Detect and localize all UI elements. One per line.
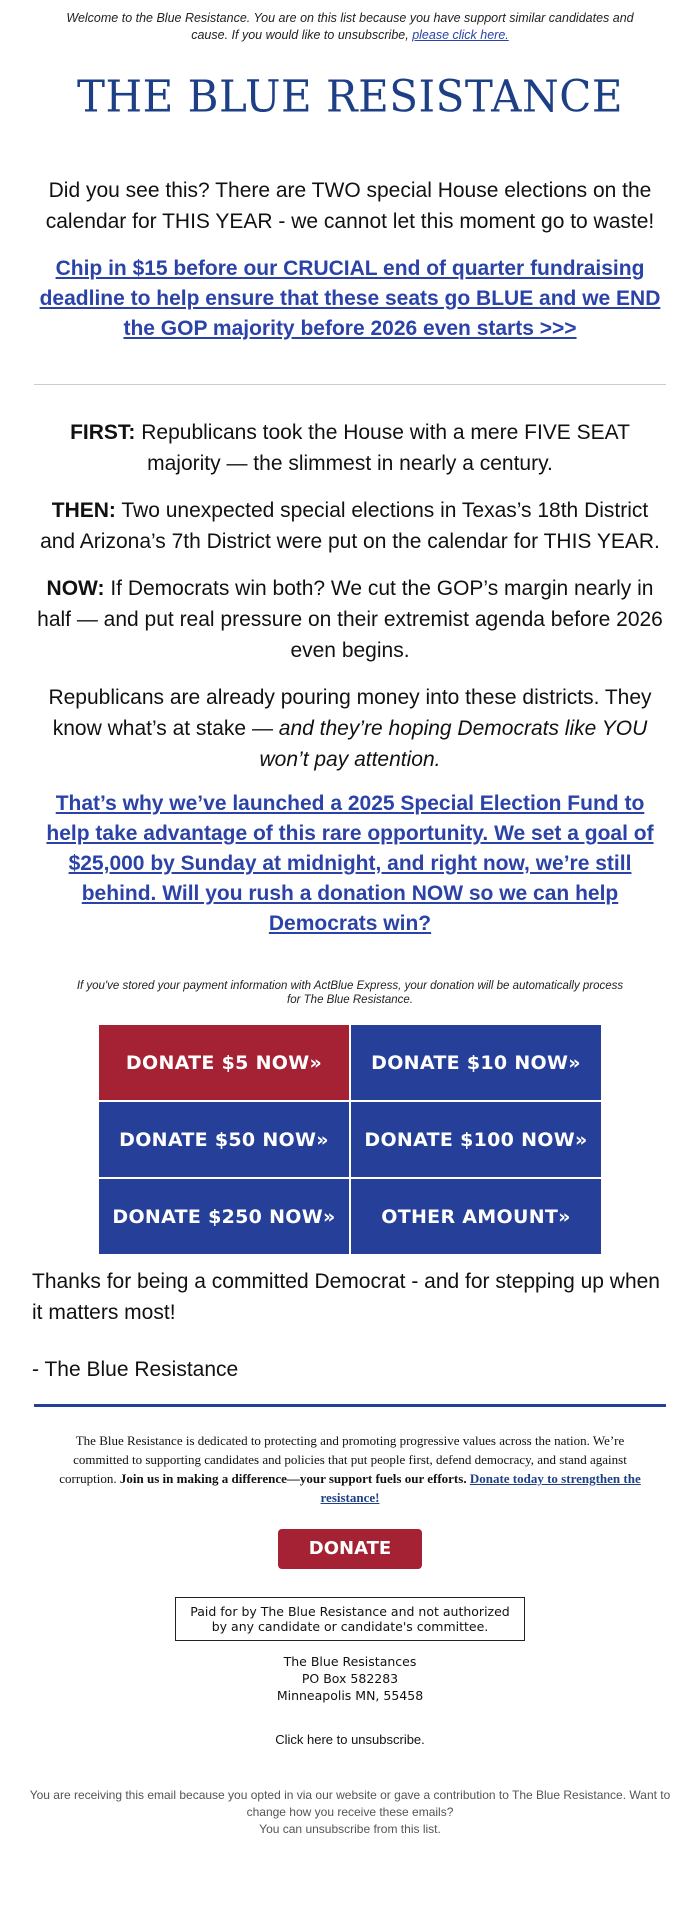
now-label: NOW: bbox=[46, 577, 105, 600]
logo: THE BLUE RESISTANCE bbox=[76, 70, 624, 123]
first-text: Republicans took the House with a mere FIVE SEAT majority — the slimmest in nearly a century. bbox=[135, 421, 630, 475]
pouring-italic: and they’re hoping Democrats like YOU won’t pay attention. bbox=[259, 717, 648, 771]
preheader-unsubscribe-link[interactable]: please click here. bbox=[412, 28, 509, 42]
signature: - The Blue Resistance bbox=[32, 1358, 239, 1381]
about-body: The Blue Resistance is dedicated to protecting and promoting progressive values across the nation. We’re committed to supporting candidates and policies that put people first, defend democracy, and stand against corruption. bbox=[59, 1433, 627, 1486]
then-label: THEN: bbox=[51, 499, 116, 522]
donate-button-grid bbox=[99, 1025, 601, 1254]
main-content bbox=[0, 175, 700, 1747]
now-paragraph bbox=[32, 573, 668, 666]
section-divider bbox=[34, 384, 666, 385]
then-paragraph bbox=[32, 495, 668, 557]
first-paragraph bbox=[32, 417, 668, 479]
cta-link-special-election-fund[interactable]: That’s why we’ve launched a 2025 Special Election Fund to help take advantage of this rare opportunity. We set a goal of $25,000 by Sunday at midnight, and right now, we’re still behind. Will you rush a donation NOW so we can help Democrats win? bbox=[46, 792, 654, 935]
intro-text: Did you see this? There are TWO special House elections on the calendar for THIS YEAR - we cannot let this moment go to waste! bbox=[45, 179, 655, 233]
footer-unsubscribe-link[interactable]: You can unsubscribe from this list. bbox=[259, 1822, 441, 1836]
actblue-note: If you've stored your payment information with ActBlue Express, your donation will be automatically process for The Blue Resistance. bbox=[76, 980, 624, 1006]
donate-10-button[interactable]: DONATE $10 NOW» bbox=[351, 1025, 601, 1100]
donate-button[interactable]: DONATE bbox=[278, 1529, 422, 1569]
cta-link-chip-in[interactable]: Chip in $15 before our CRUCIAL end of quarter fundraising deadline to help ensure that these seats go BLUE and we END the GOP majority before 2026 even starts >>> bbox=[39, 257, 661, 340]
now-text: If Democrats win both? We cut the GOP’s margin nearly in half — and put real pressure on their extremist agenda before 2026 even begins. bbox=[37, 577, 663, 662]
donate-5-button[interactable]: DONATE $5 NOW» bbox=[99, 1025, 349, 1100]
donate-button-wrap bbox=[32, 1529, 668, 1569]
donate-250-button[interactable]: DONATE $250 NOW» bbox=[99, 1179, 349, 1254]
first-label: FIRST: bbox=[70, 421, 136, 444]
address-po: PO Box 582283 bbox=[301, 1671, 399, 1686]
about-bold: Join us in making a difference—your support fuels our efforts. bbox=[119, 1471, 470, 1486]
thanks-text: Thanks for being a committed Democrat - and for stepping up when it matters most! bbox=[32, 1270, 660, 1324]
address-city: Minneapolis MN, 55458 bbox=[276, 1688, 424, 1703]
footer-divider bbox=[34, 1404, 666, 1407]
mailing-address bbox=[32, 1653, 668, 1704]
pouring-text: Republicans are already pouring money into these districts. They know what’s at stake — bbox=[48, 686, 652, 740]
unsubscribe-link[interactable]: Click here to unsubscribe. bbox=[275, 1732, 425, 1747]
address-name: The Blue Resistances bbox=[283, 1654, 417, 1669]
then-text: Two unexpected special elections in Texas’s 18th District and Arizona’s 7th District were put on the calendar for THIS YEAR. bbox=[40, 499, 660, 553]
other-amount-button[interactable]: OTHER AMOUNT» bbox=[351, 1179, 601, 1254]
preheader-text: Welcome to the Blue Resistance. You are on this list because you have support similar candidates and cause. If you would like to unsubscribe, bbox=[66, 11, 634, 42]
donate-50-button[interactable]: DONATE $50 NOW» bbox=[99, 1102, 349, 1177]
pouring-paragraph bbox=[32, 682, 668, 775]
about-text bbox=[52, 1431, 648, 1507]
donate-100-button[interactable]: DONATE $100 NOW» bbox=[351, 1102, 601, 1177]
preheader bbox=[0, 0, 700, 44]
paid-for-disclaimer: Paid for by The Blue Resistance and not authorized by any candidate or candidate's committee. bbox=[175, 1597, 525, 1641]
footer-body: You are receiving this email because you opted in via our website or gave a contribution to The Blue Resistance. Want to change how you receive these emails? bbox=[29, 1788, 671, 1819]
footer-text bbox=[20, 1787, 680, 1838]
about-donate-link[interactable]: Donate today to strengthen the resistance! bbox=[320, 1471, 641, 1505]
